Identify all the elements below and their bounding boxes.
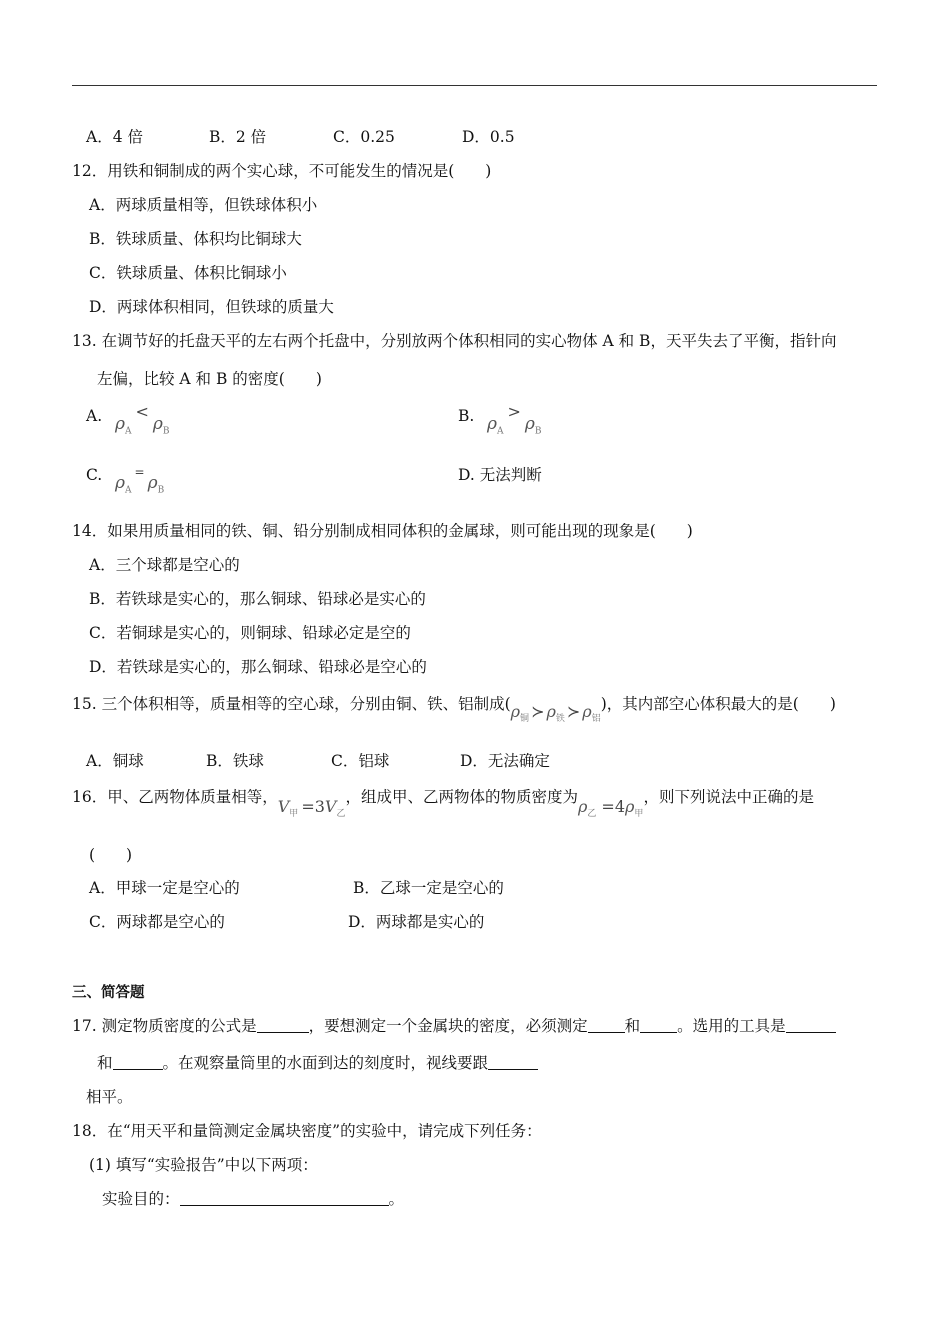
q13-option-b-formula: $\rho_A>\rho_B$ <box>487 402 542 437</box>
q14-option-b: B．若铁球是实心的，那么铜球、铅球必是实心的 <box>89 590 426 608</box>
q17-blank-1 <box>588 1018 625 1033</box>
q12-stem: 12．用铁和铜制成的两个实心球，不可能发生的情况是( ) <box>72 162 492 180</box>
q12-option-b: B．铁球质量、体积均比铜球大 <box>89 230 302 248</box>
q13-option-b-label: B. <box>458 407 475 425</box>
q12-option-c: C．铁球质量、体积比铜球小 <box>89 264 287 282</box>
q14-option-d: D．若铁球是实心的，那么铜球、铅球必是空心的 <box>89 658 427 676</box>
q17-blank-line-of-sight <box>488 1055 538 1070</box>
q15-option-d: D．无法确定 <box>460 752 550 770</box>
q17-blank-tool-1 <box>786 1018 836 1033</box>
q15-option-b: B．铁球 <box>206 752 264 770</box>
q12-option-a: A．两球质量相等，但铁球体积小 <box>89 196 318 214</box>
header-rule <box>72 85 877 86</box>
q17-line3: 相平。 <box>86 1088 133 1106</box>
q11-option-d: D．0.5 <box>462 128 515 146</box>
q13-option-c-label: C. <box>86 466 103 484</box>
q18-subquestion-1: (1) 填写“实验报告”中以下两项： <box>89 1156 318 1174</box>
q15-option-c: C．铝球 <box>331 752 390 770</box>
q13-option-a-formula: $\rho_A<\rho_B$ <box>115 402 170 437</box>
section-heading: 三、简答题 <box>72 985 145 1001</box>
q17-blank-2 <box>640 1018 677 1033</box>
q15-stem: 15. 三个体积相等，质量相等的空心球，分别由铜、铁、铝制成($\rho_铜$ ≻ $\rho_铁$ ≻ $\rho_铝$)，其内部空心体积最大的是( ) <box>72 695 836 725</box>
q17-blank-tool-2 <box>113 1055 163 1070</box>
q18-purpose: 实验目的： 。 <box>102 1190 405 1208</box>
q16-answer-paren: ( ) <box>89 846 133 864</box>
q13-stem-line1: 13. 在调节好的托盘天平的左右两个托盘中，分别放两个体积相同的实心物体 A 和 B，天平失去了平衡，指针向 <box>72 332 837 350</box>
q11-option-c: C．0.25 <box>333 128 395 146</box>
q12-option-d: D．两球体积相同，但铁球的质量大 <box>89 298 334 316</box>
q16-stem: 16．甲、乙两物体质量相等，$V_甲 =3V_乙$，组成甲、乙两物体的物质密度为$\rho_乙 =4\rho_甲$，则下列说法中正确的是 <box>72 788 814 820</box>
q16-option-b: B．乙球一定是空心的 <box>353 879 504 897</box>
q14-option-a: A．三个球都是空心的 <box>89 556 240 574</box>
q18-stem: 18．在“用天平和量筒测定金属块密度”的实验中，请完成下列任务： <box>72 1122 542 1140</box>
q17-blank-formula <box>257 1018 309 1033</box>
q18-blank-purpose <box>180 1191 389 1206</box>
q15-option-a: A．铜球 <box>86 752 144 770</box>
q13-option-a-label: A. <box>86 407 103 425</box>
q11-option-a: A．4 倍 <box>86 128 143 146</box>
q16-option-d: D．两球都是实心的 <box>348 913 485 931</box>
q13-stem-line2: 左偏，比较 A 和 B 的密度( ) <box>97 370 322 388</box>
q16-option-c: C．两球都是空心的 <box>89 913 225 931</box>
q17-line1: 17. 测定物质密度的公式是 ，要想测定一个金属块的密度，必须测定 和 。选用的工具是 <box>72 1016 836 1036</box>
q17-line2: 和 。在观察量筒里的水面到达的刻度时，视线要跟 <box>97 1053 538 1073</box>
q14-stem: 14．如果用质量相同的铁、铜、铅分别制成相同体积的金属球，则可能出现的现象是( ) <box>72 522 693 540</box>
q13-option-d: D. 无法判断 <box>458 466 542 484</box>
q16-option-a: A．甲球一定是空心的 <box>89 879 240 897</box>
q13-option-c-formula: $\rho_A=\rho_B$ <box>115 465 165 496</box>
q11-option-b: B．2 倍 <box>209 128 267 146</box>
q14-option-c: C．若铜球是实心的，则铜球、铅球必定是空的 <box>89 624 411 642</box>
